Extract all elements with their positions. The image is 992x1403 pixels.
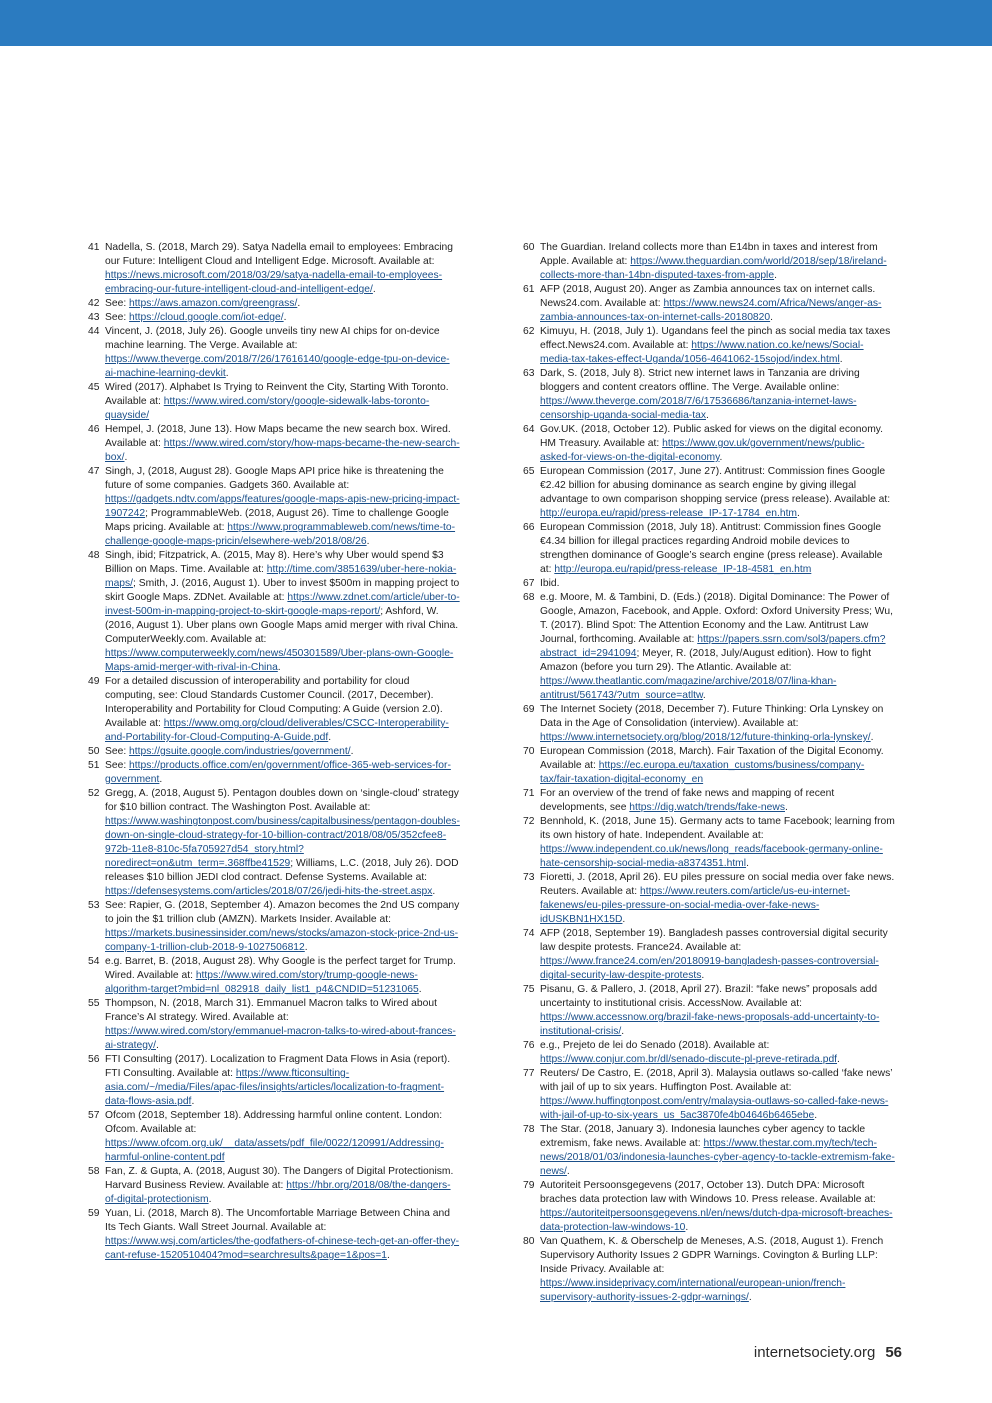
footnote-text: [105, 311, 460, 325]
footnote-number: 53: [88, 900, 100, 911]
footnote: [523, 1067, 895, 1123]
footnote-text: [105, 1165, 460, 1207]
footnote-citation-text: For an overview of the trend of fake news and mapping of recent developments, see: [540, 788, 835, 813]
footnote-text: [105, 1207, 460, 1263]
footnote-text: [105, 759, 460, 787]
footnote-link[interactable]: https://www.wired.com/story/emmanuel-macron-talks-to-wired-about-frances-ai-strategy/: [105, 1026, 456, 1051]
footnote: [88, 325, 460, 381]
footnote: [88, 759, 460, 787]
page-footer: [754, 1344, 902, 1361]
footnote-citation-text: Van Quathem, K. & Oberschelp de Meneses, A.S. (2018, August 1). French Supervisory Authority Issues 2 GDPR Warnings. Covington & Burling LLP: Inside Privacy. Available at:: [540, 1236, 884, 1275]
footnote-text: [105, 787, 460, 899]
footnote-text: [540, 423, 895, 465]
footnote-citation-text: Fan, Z. & Gupta, A. (2018, August 30). The Dangers of Digital Protectionism. Harvard Business Review. Available at:: [105, 1166, 454, 1191]
footnote-text: [540, 927, 895, 983]
footnote: [88, 381, 460, 423]
footnote-text: [105, 997, 460, 1053]
footnote-citation-text: .: [770, 312, 773, 323]
footnote: [523, 465, 895, 521]
footnote-number: 70: [523, 746, 535, 757]
footnote-link[interactable]: https://papers.ssrn.com/sol3/papers.cfm?abstract_id=2941094: [540, 634, 886, 659]
footnote-text: [540, 703, 895, 745]
top-banner: [0, 0, 992, 46]
footnote-link[interactable]: https://www.fticonsulting-asia.com/~/media/Files/apac-files/insights/articles/localization-to-fragment-data-flows-asia.pdf: [105, 1068, 445, 1107]
footnote-text: [105, 381, 460, 423]
footnote: [523, 787, 895, 815]
footnote-link[interactable]: https://www.thestar.com.my/tech/tech-news/2018/01/03/indonesia-launches-cyber-agency-to-tackle-extremism-fake-news/: [540, 1138, 895, 1177]
footnote-number: 46: [88, 424, 100, 435]
page-number: 56: [885, 1344, 902, 1361]
footnote-number: 80: [523, 1236, 535, 1247]
footnote-number: 72: [523, 816, 535, 827]
footnote-citation-text: See: Rapier, G. (2018, September 4). Amazon becomes the 2nd US company to join the $1 trillion club (AMZN). Markets Insider. Available at:: [105, 900, 460, 925]
footnote-text: [105, 297, 460, 311]
footnote-link[interactable]: https://www.wired.com/story/how-maps-became-the-new-search-box/: [105, 438, 460, 463]
footnote-text: [540, 1067, 895, 1123]
footnote-citation-text: .: [366, 536, 370, 547]
footnote-citation-text: Wired (2017). Alphabet Is Trying to Reinvent the City, Starting With Toronto. Available at:: [105, 382, 449, 407]
footnote-number: 52: [88, 788, 100, 799]
footnote-number: 50: [88, 746, 100, 757]
footnote-link[interactable]: https://www.wired.com/story/trump-google-news-algorithm-target?mbid=nl_082918_daily_list1_p4&CNDID=51231065: [105, 970, 419, 995]
footnote-citation-text: Vincent, J. (2018, July 26). Google unveils tiny new AI chips for on-device machine learning. The Verge. Available at:: [105, 326, 440, 351]
footnote-citation-text: .: [283, 312, 287, 323]
footnote-link[interactable]: https://www.independent.co.uk/news/long_reads/facebook-germany-online-hate-censorship-social-media-a8374351.html: [540, 844, 883, 869]
footnote-text: [540, 983, 895, 1039]
footnote-text: [540, 521, 895, 577]
footnote-citation-text: .: [386, 1250, 390, 1261]
footnote-number: 79: [523, 1180, 535, 1191]
footnote-text: [105, 955, 460, 997]
footnote-link[interactable]: http://europa.eu/rapid/press-release_IP-17-1784_en.htm: [540, 508, 798, 519]
footnote-citation-text: .: [784, 802, 788, 813]
footnotes-column-right: [523, 241, 895, 1305]
footnote-citation-text: Singh, J, (2018, August 28). Google Maps API price hike is threatening the future of some companies. Gadgets 360. Available at:: [105, 466, 444, 491]
footnote-number: 65: [523, 466, 535, 477]
footnote-text: [540, 577, 895, 591]
footnote-link[interactable]: https://www.zdnet.com/article/uber-to-invest-500m-in-mapping-project-to-skirt-google-maps-report/: [105, 592, 460, 617]
footnote-number: 73: [523, 872, 535, 883]
footnote-number: 57: [88, 1110, 100, 1121]
footnote-citation-text: .: [208, 1194, 212, 1205]
footnote-citation-text: ; Smith, J. (2016, August 1). Uber to invest $500m in mapping project to skirt Google Maps. ZDNet. Available at:: [105, 578, 460, 603]
footnote-citation-text: .: [297, 298, 301, 309]
footnote-citation-text: See:: [105, 298, 130, 309]
footnote-link[interactable]: http://europa.eu/rapid/press-release_IP-18-4581_en.htm: [554, 564, 812, 575]
footnote-link[interactable]: https://hbr.org/2018/08/the-dangers-of-digital-protectionism: [105, 1180, 451, 1205]
footnote-link[interactable]: https://www.theverge.com/2018/7/6/17536686/tanzania-internet-laws-censorship-uganda-social-media-tax: [540, 396, 857, 421]
footnote-citation-text: Autoriteit Persoonsgegevens (2017, October 13). Dutch DPA: Microsoft braches data protection law with Windows 10. Press release. Available at:: [540, 1180, 876, 1205]
footnote-text: [105, 1053, 460, 1109]
footnote: [523, 815, 895, 871]
footnote-number: 42: [88, 298, 100, 309]
footnote-citation-text: Ofcom (2018, September 18). Addressing harmful online content. London: Ofcom. Available at:: [105, 1110, 443, 1135]
footnote: [88, 955, 460, 997]
footnote-citation-text: .: [746, 858, 749, 869]
footnote: [88, 549, 460, 675]
footnote-number: 41: [88, 242, 100, 253]
footnote: [88, 1109, 460, 1165]
footnote-citation-text: Gov.UK. (2018, October 12). Public asked for views on the digital economy. HM Treasury. Available at:: [540, 424, 884, 449]
footnote: [88, 1207, 460, 1263]
footnote-citation-text: .: [701, 970, 705, 981]
footnote-citation-text: Ibid.: [540, 578, 560, 589]
footnote: [88, 241, 460, 297]
footnote-citation-text: e.g., Prejeto de lei do Senado (2018). Available at:: [540, 1040, 770, 1051]
footnote-citation-text: European Commission (2018, July 18). Antitrust: Commission fines Google €4.34 billion for illegal practices regarding Android mobile devices to strengthen dominance of Google’s search engine (press release). Available at:: [540, 522, 883, 575]
footnote-citation-text: .: [225, 368, 229, 379]
footnote-citation-text: .: [418, 984, 422, 995]
footnote-citation-text: Thompson, N. (2018, March 31). Emmanuel Macron talks to Wired about France’s AI strategy. Wired. Available at:: [105, 998, 437, 1023]
footnote-link[interactable]: https://www.france24.com/en/20180919-bangladesh-passes-controversial-digital-security-law-despite-protests: [540, 956, 879, 981]
footnote: [523, 577, 895, 591]
footnote: [523, 241, 895, 283]
footnote-number: 47: [88, 466, 100, 477]
footnote-citation-text: Hempel, J. (2018, June 13). How Maps became the new search box. Wired. Available at:: [105, 424, 451, 449]
footnote-citation-text: The Guardian. Ireland collects more than E14bn in taxes and interest from Apple. Available at:: [540, 242, 878, 267]
footnote-citation-text: .: [837, 1054, 840, 1065]
footnote-text: [105, 423, 460, 465]
footnote-citation-text: ; Williams, L.C. (2018, July 26). DOD releases $10 billion JEDI clod contract. Defense Systems. Available at:: [105, 858, 459, 883]
footnote-link[interactable]: https://markets.businessinsider.com/news/stocks/amazon-stock-price-2nd-us-company-1-trillion-club-2018-9-1027506812: [105, 928, 459, 953]
footnote-number: 45: [88, 382, 100, 393]
footnote: [88, 1165, 460, 1207]
footnote: [523, 283, 895, 325]
footnote-citation-text: .: [277, 662, 281, 673]
footnote-number: 67: [523, 578, 535, 589]
footnote-citation-text: European Commission (2017, June 27). Antitrust: Commission fines Google €2.42 billion for abusing dominance as search engine by giving illegal advantage to own comparison shopping service (press release). Available at:: [540, 466, 891, 505]
footnote-number: 64: [523, 424, 535, 435]
footnote-text: [540, 367, 895, 423]
footnote-text: [540, 745, 895, 787]
footnote-text: [540, 241, 895, 283]
footnote: [88, 787, 460, 899]
footnote-number: 76: [523, 1040, 535, 1051]
footnote-link[interactable]: https://ec.europa.eu/taxation_customs/business/company-tax/fair-taxation-digital-economy_en: [540, 760, 865, 785]
footnote-link[interactable]: https://www.insideprivacy.com/international/european-union/french-supervisory-authority-issues-2-gdpr-warnings/: [540, 1278, 846, 1303]
footnote-citation-text: .: [685, 1222, 689, 1233]
footnote-link[interactable]: https://defensesystems.com/articles/2018/07/26/jedi-hits-the-street.aspx: [105, 886, 433, 897]
footnote-text: [540, 787, 895, 815]
footnote-text: [540, 815, 895, 871]
footnote-link[interactable]: https://www.internetsociety.org/blog/2018/12/future-thinking-orla-lynskey/: [540, 732, 871, 743]
footnote: [88, 1053, 460, 1109]
footnote-text: [540, 1179, 895, 1235]
footnote-link[interactable]: https://www.news24.com/Africa/News/anger-as-zambia-announces-tax-on-internet-calls-20180820: [540, 298, 882, 323]
footnote-link[interactable]: https://www.wsj.com/articles/the-godfathers-of-chinese-tech-get-an-offer-they-cant-refuse-1520510404?mod=searchresults&page=1&pos=1: [105, 1236, 460, 1261]
footnote-link[interactable]: https://www.computerweekly.com/news/450301589/Uber-plans-own-Google-Maps-amid-merger-with-rival-in-China: [105, 648, 454, 673]
footnote-number: 66: [523, 522, 535, 533]
footnote-citation-text: e.g. Barret, B. (2018, August 28). Why Google is the perfect target for Trump. Wired. Available at:: [105, 956, 456, 981]
footnote-text: [540, 325, 895, 367]
footnote-number: 63: [523, 368, 535, 379]
footnote-link[interactable]: https://www.theatlantic.com/magazine/archive/2018/07/lina-khan-antitrust/561743/?utm_source=atltw: [540, 676, 837, 701]
footnote-text: [540, 1039, 895, 1067]
footnote: [523, 325, 895, 367]
footnote-text: [105, 241, 460, 297]
footnote-citation-text: .: [328, 732, 332, 743]
footnote-citation-text: .: [191, 1096, 195, 1107]
footnote-text: [105, 675, 460, 745]
footnote-number: 56: [88, 1054, 100, 1065]
footnote-citation-text: Nadella, S. (2018, March 29). Satya Nadella email to employees: Embracing our Future: Intelligent Cloud and Intelligent Edge. Microsoft. Available at:: [105, 242, 453, 267]
footnote-citation-text: See:: [105, 312, 130, 323]
footnote-link[interactable]: https://www.reuters.com/article/us-eu-internet-fakenews/eu-piles-pressure-on-social-media-over-fake-news-idUSKBN1HX15D: [540, 886, 850, 925]
footnote-citation-text: Gregg, A. (2018, August 5). Pentagon doubles down on ‘single-cloud’ strategy for $10 billion contract. The Washington Post. Available at:: [105, 788, 459, 813]
footnote-number: 54: [88, 956, 100, 967]
footnote-citation-text: .: [566, 1166, 570, 1177]
footnote-citation-text: .: [839, 354, 843, 365]
footnote-text: [105, 1109, 460, 1165]
footnote-citation-text: See:: [105, 746, 130, 757]
footnote-citation-text: .: [748, 1292, 752, 1303]
footnote-citation-text: .: [124, 452, 128, 463]
footnote-citation-text: .: [702, 690, 706, 701]
footnote-text: [540, 283, 895, 325]
footnote-link[interactable]: https://www.ofcom.org.uk/__data/assets/pdf_file/0022/120991/Addressing-harmful-online-content.pdf: [105, 1138, 444, 1163]
footnote-citation-text: .: [797, 508, 800, 519]
footnote-text: [105, 325, 460, 381]
footnote-citation-text: Dark, S. (2018, July 8). Strict new internet laws in Tanzania are driving bloggers and content creators offline. The Verge. Available online:: [540, 368, 860, 393]
footnote-citation-text: .: [432, 886, 436, 897]
footnote-text: [105, 549, 460, 675]
footnote-citation-text: AFP (2018, September 19). Bangladesh passes controversial digital security law despite protests. France24. Available at:: [540, 928, 888, 953]
footnote-text: [105, 899, 460, 955]
footnote-link[interactable]: https://autoriteitpersoonsgegevens.nl/en/news/dutch-dpa-microsoft-breaches-data-protection-law-windows-10: [540, 1208, 893, 1233]
footnote-citation-text: For a detailed discussion of interoperability and portability for cloud computing, see: Cloud Standards Customer Council. (2017, December). Interoperability and Portability for Cloud Computing: A Guide (version 2.0). Available at:: [105, 676, 443, 729]
footnote-citation-text: .: [621, 1026, 625, 1037]
footnote-link[interactable]: https://gadgets.ndtv.com/apps/features/google-maps-apis-new-pricing-impact-1907242: [105, 494, 460, 519]
footnote-link[interactable]: https://www.conjur.com.br/dl/senado-discute-pl-preve-retirada.pdf: [540, 1054, 838, 1065]
footnote-link[interactable]: https://www.accessnow.org/brazil-fake-news-proposals-add-uncertainty-to-institutional-crisis/: [540, 1012, 880, 1037]
footnote-number: 48: [88, 550, 100, 561]
footnote: [88, 423, 460, 465]
footnote-citation-text: .: [155, 1040, 159, 1051]
footnote-link[interactable]: https://news.microsoft.com/2018/03/29/satya-nadella-email-to-employees-embracing-our-future-intelligent-cloud-and-intelligent-edge/: [105, 270, 443, 295]
footnote: [88, 675, 460, 745]
footnote-link[interactable]: https://www.theverge.com/2018/7/26/17616140/google-edge-tpu-on-device-ai-machine-learning-devkit: [105, 354, 450, 379]
footnote-number: 74: [523, 928, 535, 939]
footnote-number: 68: [523, 592, 535, 603]
footnote-text: [540, 1123, 895, 1179]
footnotes-column-left: [88, 241, 460, 1263]
footnote-citation-text: .: [705, 410, 709, 421]
footnote-text: [540, 465, 895, 521]
footnote-citation-text: Reuters/ De Castro, E. (2018, April 3). Malaysia outlaws so-called ‘fake news’ with jail of up to six years. Huffington Post. Available at:: [540, 1068, 893, 1093]
footnote-number: 58: [88, 1166, 100, 1177]
footnote-number: 55: [88, 998, 100, 1009]
footnote-citation-text: Singh, ibid; Fitzpatrick, A. (2015, May 8). Here’s why Uber would spend $3 Billion on Maps. Time. Available at:: [105, 550, 444, 575]
footnote-citation-text: FTI Consulting (2017). Localization to Fragment Data Flows in Asia (report). FTI Consulting. Available at:: [105, 1054, 451, 1079]
footnote-link[interactable]: https://www.omg.org/cloud/deliverables/CSCC-Interoperability-and-Portability-for-Cloud-Computing-A-Guide.pdf: [105, 718, 449, 743]
footnote-number: 78: [523, 1124, 535, 1135]
footnote: [523, 703, 895, 745]
footnote-citation-text: ; Meyer, R. (2018, July/August edition). How to fight Amazon (before you turn 29). The Atlantic. Available at:: [540, 648, 872, 673]
footnote-citation-text: .: [870, 732, 874, 743]
footnote: [88, 297, 460, 311]
footnote-link[interactable]: https://www.programmableweb.com/news/time-to-challenge-google-maps-pricin/elsewhere-web/2018/08/26: [105, 522, 456, 547]
footnote-citation-text: ; Ashford, W. (2016, August 1). Uber plans own Google Maps amid merger with rival China. ComputerWeekly.com. Available at:: [105, 606, 459, 645]
footnote: [523, 1179, 895, 1235]
footnote: [88, 997, 460, 1053]
footnote: [88, 311, 460, 325]
footnote-link[interactable]: https://aws.amazon.com/greengrass/: [129, 298, 298, 309]
footnote: [523, 1235, 895, 1305]
footnote-number: 60: [523, 242, 535, 253]
footnote-link[interactable]: https://products.office.com/en/government/office-365-web-services-for-government: [105, 760, 451, 785]
footnote-text: [105, 465, 460, 549]
footnote-number: 44: [88, 326, 100, 337]
footnote-citation-text: The Internet Society (2018, December 7). Future Thinking: Orla Lynskey on Data in the Age of Consolidation (interview). Available at:: [540, 704, 884, 729]
footnote: [88, 465, 460, 549]
footnote-link[interactable]: https://dig.watch/trends/fake-news: [629, 802, 785, 813]
footnote-number: 49: [88, 676, 100, 687]
footnote-citation-text: Pisanu, G. & Pallero, J. (2018, April 27). Brazil: “fake news” proposals add uncertainty to institutional crisis. AccessNow. Available at:: [540, 984, 878, 1009]
footnote-citation-text: Yuan, Li. (2018, March 8). The Uncomfortable Marriage Between China and Its Tech Giants. Wall Street Journal. Available at:: [105, 1208, 450, 1233]
footnote-text: [105, 745, 460, 759]
footnote-link[interactable]: https://www.theguardian.com/world/2018/sep/18/ireland-collects-more-than-14bn-disputed-taxes-from-apple: [540, 256, 887, 281]
footnote-citation-text: ; ProgrammableWeb. (2018, August 26). Time to challenge Google Maps pricing. Available at:: [105, 508, 449, 533]
footnote-link[interactable]: http://time.com/3851639/uber-here-nokia-maps/: [105, 564, 457, 589]
footer-site: internetsociety.org: [753, 1344, 876, 1361]
footnote-number: 71: [523, 788, 535, 799]
footnote-text: [540, 591, 895, 703]
footnote: [523, 983, 895, 1039]
footnote-number: 61: [523, 284, 535, 295]
footnote-citation-text: Bennhold, K. (2018, June 15). Germany acts to tame Facebook; learning from its own history of hate. Independent. Available at:: [540, 816, 895, 841]
footnote-number: 75: [523, 984, 535, 995]
footnote-citation-text: See:: [105, 760, 130, 771]
footnote-link[interactable]: https://cloud.google.com/iot-edge/: [129, 312, 284, 323]
footnote-text: [540, 871, 895, 927]
footnote-citation-text: .: [372, 284, 376, 295]
footnote-number: 77: [523, 1068, 535, 1079]
footnote: [523, 745, 895, 787]
footnote-link[interactable]: https://gsuite.google.com/industries/government/: [129, 746, 351, 757]
footnote-citation-text: AFP (2018, August 20). Anger as Zambia announces tax on internet calls. News24.com. Available at:: [540, 284, 876, 309]
footnote: [88, 745, 460, 759]
footnote-link[interactable]: https://www.huffingtonpost.com/entry/malaysia-outlaws-so-called-fake-news-with-jail-of-up-to-six-years_us_5ac3870fe4b04646b6465ebe: [540, 1096, 889, 1121]
footnote-citation-text: European Commission (2018, March). Fair Taxation of the Digital Economy. Available at:: [540, 746, 884, 771]
footnote-text: [540, 1235, 895, 1305]
footnote-citation-text: Fioretti, J. (2018, April 26). EU piles pressure on social media over fake news. Reuters. Available at:: [540, 872, 895, 897]
footnote-citation-text: e.g. Moore, M. & Tambini, D. (Eds.) (2018). Digital Dominance: The Power of Google, Amazon, Facebook, and Apple. Oxford: Oxford University Press; Wu, T. (2017). Blind Spot: The Attention Economy and the Law. Antitrust Law Journal, forthcoming. Available at:: [540, 592, 893, 645]
footnote: [523, 367, 895, 423]
footnote: [523, 1123, 895, 1179]
footnote-citation-text: .: [159, 774, 163, 785]
footnote-link[interactable]: https://www.gov.uk/government/news/public-asked-for-views-on-the-digital-economy: [540, 438, 865, 463]
footnote-citation-text: Kimuyu, H. (2018, July 1). Ugandans feel the pinch as social media tax taxes effect.News24.com. Available at:: [540, 326, 891, 351]
footnote-number: 51: [88, 760, 100, 771]
footnote-citation-text: The Star. (2018, January 3). Indonesia launches cyber agency to tackle extremism, fake news. Available at:: [540, 1124, 866, 1149]
footnote: [523, 871, 895, 927]
footnote-link[interactable]: https://www.washingtonpost.com/business/capitalbusiness/pentagon-doubles-down-on-single-cloud-strategy-for-10-billion-contract/2018/08/05/352cfee8-972b-11e8-810c-5fa705927d54_story.html?noredirect=on&utm_term=.368ffbe41529: [105, 816, 460, 869]
footnote: [523, 423, 895, 465]
footnote-number: 69: [523, 704, 535, 715]
footnote-number: 62: [523, 326, 535, 337]
footnote-number: 43: [88, 312, 100, 323]
footnote-citation-text: .: [719, 452, 723, 463]
footnote-link[interactable]: https://www.nation.co.ke/news/Social-media-tax-takes-effect-Uganda/1056-4641062-15sojod/index.html: [540, 340, 864, 365]
footnote: [523, 1039, 895, 1067]
footnote-citation-text: .: [622, 914, 626, 925]
footnote-citation-text: .: [304, 942, 308, 953]
footnote-citation-text: .: [350, 746, 354, 757]
footnote: [523, 591, 895, 703]
footnote: [523, 521, 895, 577]
footnote: [88, 899, 460, 955]
footnote-citation-text: .: [814, 1110, 818, 1121]
footnote-number: 59: [88, 1208, 100, 1219]
footnote-link[interactable]: https://www.wired.com/story/google-sidewalk-labs-toronto-quayside/: [105, 396, 430, 421]
footnote: [523, 927, 895, 983]
footnote-citation-text: .: [774, 270, 777, 281]
